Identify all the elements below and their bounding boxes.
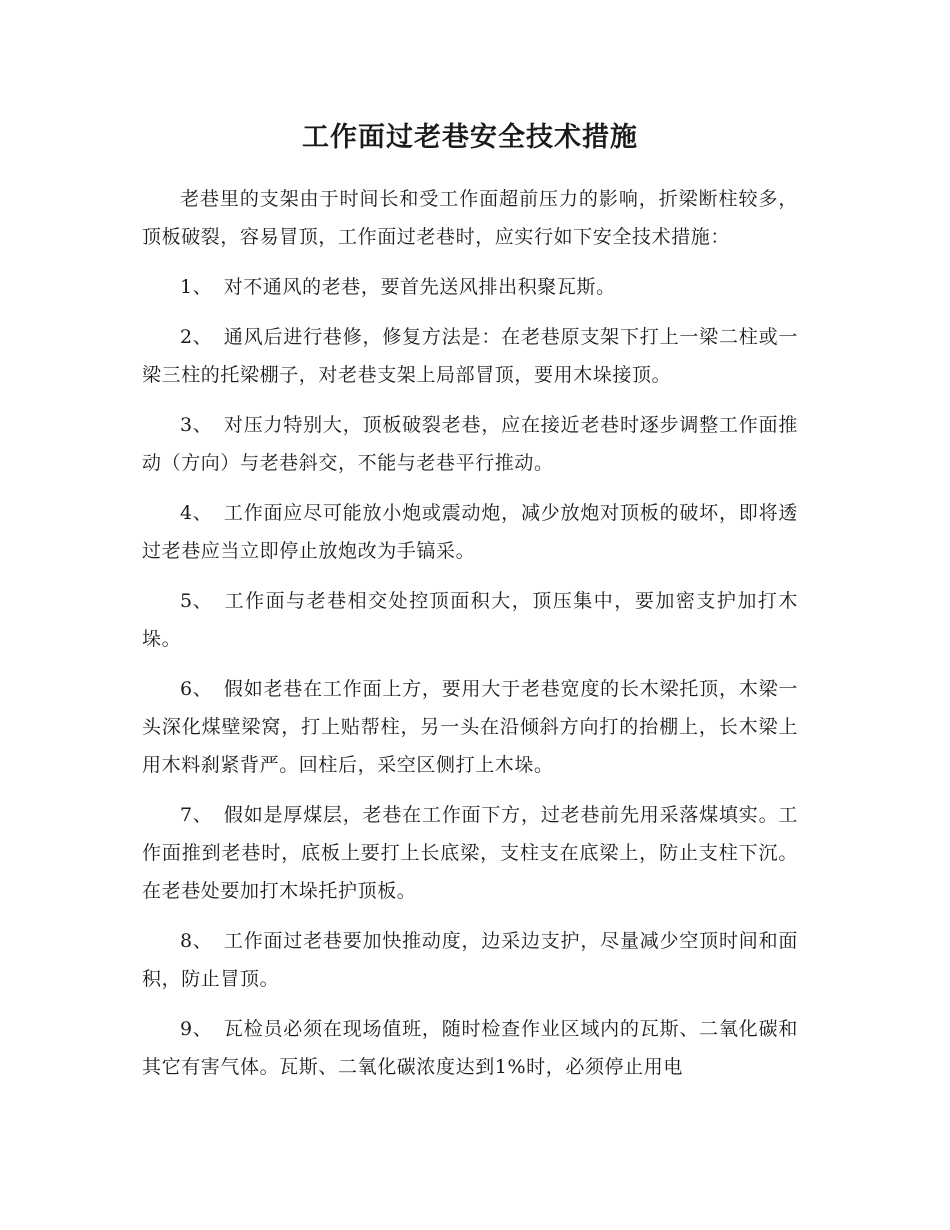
list-item — [142, 494, 798, 570]
item-text: 工作面过老巷要加快推动度，边采边支护，尽量减少空顶时间和面积，防止冒顶。 — [142, 930, 798, 990]
item-number: 4、 — [180, 502, 213, 524]
list-item — [142, 268, 798, 306]
item-text: 假如是厚煤层，老巷在工作面下方，过老巷前先用采落煤填实。工作面推到老巷时，底板上要打上长底梁，支柱支在底梁上，防止支柱下沉。在老巷处要加打木垛托护顶板。 — [142, 804, 798, 902]
item-text: 对压力特别大，顶板破裂老巷，应在接近老巷时逐步调整工作面推动（方向）与老巷斜交，不能与老巷平行推动。 — [142, 414, 798, 474]
item-number: 8、 — [180, 930, 213, 952]
list-item — [142, 318, 798, 394]
intro-paragraph: 老巷里的支架由于时间长和受工作面超前压力的影响，折梁断柱较多，顶板破裂，容易冒顶，工作面过老巷时，应实行如下安全技术措施： — [142, 188, 798, 248]
item-number: 2、 — [180, 326, 213, 348]
item-text: 对不通风的老巷，要首先送风排出积聚瓦斯。 — [223, 276, 616, 298]
list-item — [142, 406, 798, 482]
item-number: 1、 — [180, 276, 213, 298]
list-item — [142, 922, 798, 998]
list-item — [142, 582, 798, 658]
item-number: 5、 — [180, 590, 213, 612]
item-number: 6、 — [180, 678, 213, 700]
item-number: 7、 — [180, 804, 213, 826]
item-text: 瓦检员必须在现场值班，随时检查作业区域内的瓦斯、二氧化碳和其它有害气体。瓦斯、二氧化碳浓度达到1%时，必须停止用电 — [142, 1018, 798, 1078]
list-item — [142, 1010, 798, 1086]
document-title: 工作面过老巷安全技术措施 — [302, 122, 638, 153]
item-text: 工作面与老巷相交处控顶面积大，顶压集中，要加密支护加打木垛。 — [142, 590, 798, 650]
item-number: 3、 — [180, 414, 213, 436]
list-item — [142, 670, 798, 784]
item-number: 9、 — [180, 1018, 213, 1040]
list-item — [142, 796, 798, 910]
item-text: 工作面应尽可能放小炮或震动炮，减少放炮对顶板的破坏，即将透过老巷应当立即停止放炮改为手镐采。 — [142, 502, 798, 562]
item-text: 通风后进行巷修，修复方法是：在老巷原支架下打上一梁二柱或一梁三柱的托梁棚子，对老巷支架上局部冒顶，要用木垛接顶。 — [142, 326, 798, 386]
item-text: 假如老巷在工作面上方，要用大于老巷宽度的长木梁托顶，木梁一头深化煤壁梁窝，打上贴帮柱，另一头在沿倾斜方向打的抬棚上，长木梁上用木料刹紧背严。回柱后，采空区侧打上木垛。 — [142, 678, 798, 776]
